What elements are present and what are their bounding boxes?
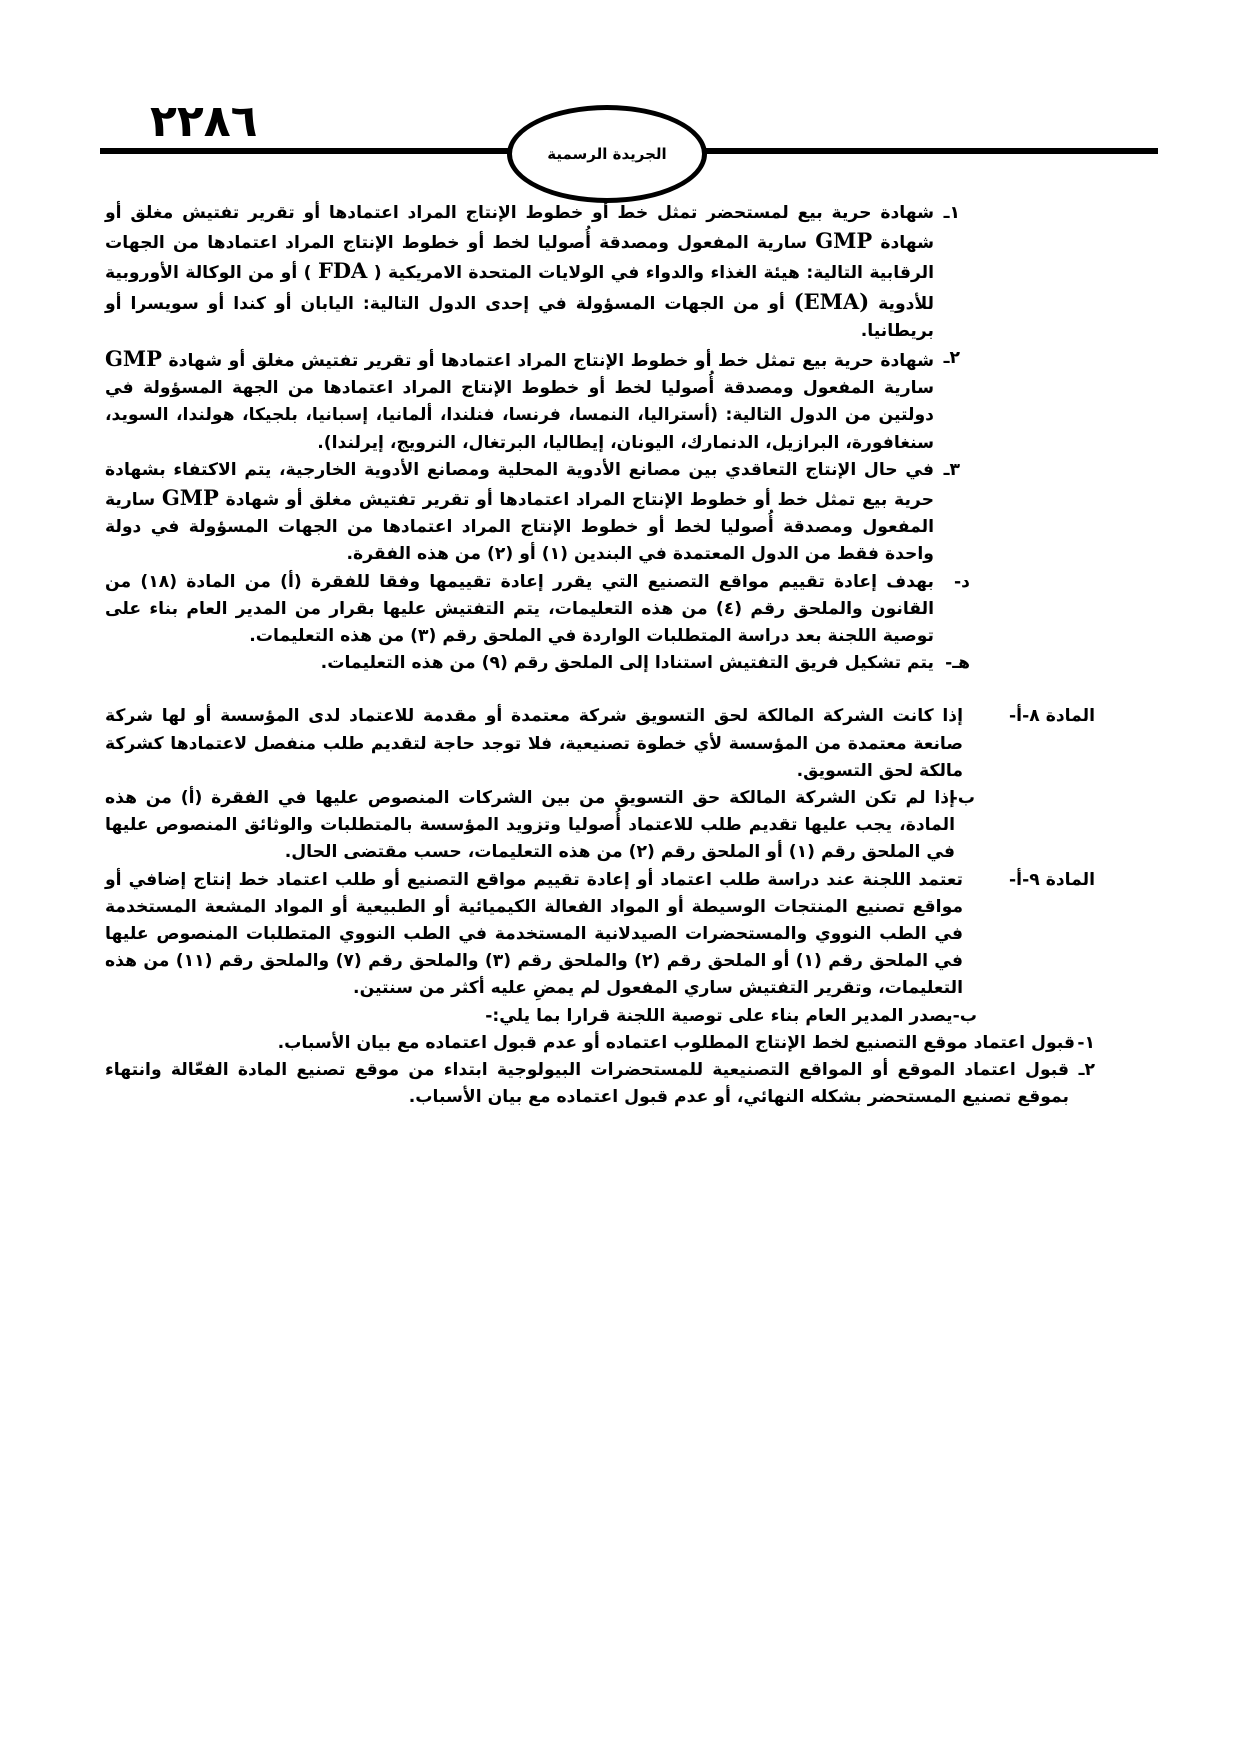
article-8-a <box>105 703 1095 785</box>
clause-text: بهدف إعادة تقييم مواقع التصنيع التي يقرر إعادة تقييمها وفقا للفقرة (أ) من المادة (١٨) من القانون والملحق رقم (٤) من هذه التعليمات، يتم التفتيش عليها بقرار من المدير العام بناء على توصية اللجنة بعد دراسة المتطلبات الواردة في الملحق رقم (٣) من هذه التعليمات. <box>105 571 934 647</box>
clause-marker: ١ـ <box>943 203 960 223</box>
text-run: شهادة حرية بيع لمستحضر تمثل خط أو خطوط الإنتاج المراد اعتمادها أو تقرير تفتيش مغلق أو شهادة <box>105 203 935 254</box>
article-heading: المادة ٩-أ- <box>1009 869 1095 890</box>
clause-c2 <box>105 345 960 457</box>
clause-marker: د- <box>954 571 970 592</box>
clause-c1 <box>105 200 960 345</box>
clause-marker: هـ- <box>945 653 970 674</box>
clause-text: إذا لم تكن الشركة المالكة حق التسويق من بين الشركات المنصوص عليها في الفقرة (أ) من هذه المادة، يجب عليها تقديم طلب للاعتماد أُصوليا وتزويد المؤسسة بالمتطلبات والوثائق المنصوص عليها في الملحق رقم (١) أو الملحق رقم (٢) من هذه التعليمات، حسب مقتضى الحال. <box>105 788 955 863</box>
text-run: سارية المفعول ومصدقة أُصوليا لخط أو خطوط الإنتاج المراد اعتمادها من الجهات الرقابية التالية: هيئة الغذاء والدواء في الولايات المتحدة الامريكية ( <box>105 233 934 284</box>
clause-c3 <box>105 457 960 569</box>
ema-term: (EMA) <box>793 288 870 314</box>
gmp-term: GMP <box>815 228 873 254</box>
clause-marker: ب- <box>952 1005 977 1026</box>
text-run: شهادة حرية بيع تمثل خط أو خطوط الإنتاج المراد اعتمادها أو تقرير تفتيش مغلق أو شهادة <box>161 351 934 372</box>
clause-text: قبول اعتماد موقع التصنيع لخط الإنتاج المطلوب اعتماده أو عدم قبول اعتماده مع بيان الأسباب. <box>277 1032 1075 1053</box>
clause-marker: ١- <box>1077 1032 1095 1053</box>
clause-text <box>105 457 934 569</box>
text-run: ) أو من الوكالة الأوروبية للأدوية <box>105 263 934 314</box>
header-rule-right <box>700 148 1158 154</box>
clause-marker: ٢ـ <box>943 348 960 369</box>
article-9-b2 <box>105 1057 1095 1111</box>
text-run: أو من الجهات المسؤولة في إحدى الدول التالية: اليابان أو كندا أو سويسرا أو بريطانيا. <box>105 293 934 341</box>
document-body <box>105 200 1095 1112</box>
clause-text: يتم تشكيل فريق التفتيش استنادا إلى الملحق رقم (٩) من هذه التعليمات. <box>320 653 934 674</box>
clause-d <box>105 569 970 651</box>
article-9-a <box>105 867 1095 1003</box>
page-number: ٢٢٨٦ <box>150 96 258 147</box>
clause-text: إذا كانت الشركة المالكة لحق التسويق شركة معتمدة أو مقدمة للاعتماد لدى المؤسسة أو لها شركة صانعة معتمدة من المؤسسة لأي خطوة تصنيعية، فلا توجد حاجة لتقديم طلب منفصل لاعتمادها كشركة مالكة لحق التسويق. <box>105 706 963 781</box>
clause-marker: ب- <box>950 788 975 809</box>
article-9-b1 <box>105 1030 1095 1057</box>
fda-term: FDA <box>317 258 368 284</box>
article-9 <box>105 867 1095 1112</box>
clause-marker: ٢ـ <box>1078 1060 1095 1081</box>
clause-text <box>105 200 934 345</box>
clause-text: تعتمد اللجنة عند دراسة طلب اعتماد أو إعادة تقييم مواقع التصنيع أو طلب اعتماد خط إنتاج إضافي أو مواقع تصنيع المنتجات الوسيطة أو المواد الفعالة الكيميائية أو الطبيعية أو المواد المشعة المستخدمة في الطب النووي والمستحضرات الصيدلانية المستخدمة في الطب النووي المتطلبات المنصوص عليها في الملحق رقم (١) أو الملحق رقم (٢) والملحق رقم (٣) والملحق رقم (٧) والملحق رقم (١١) من هذه التعليمات، وتقرير التفتيش ساري المفعول لم يمضِ عليه أكثر من سنتين. <box>105 869 963 999</box>
gmp-term: GMP <box>161 485 219 511</box>
clause-text: قبول اعتماد الموقع أو المواقع التصنيعية للمستحضرات البيولوجية ابتداء من موقع تصنيع المادة الفعّالة وانتهاء بموقع تصنيع المستحضر بشكله النهائي، أو عدم قبول اعتماده مع بيان الأسباب. <box>105 1060 1069 1108</box>
clause-text: يصدر المدير العام بناء على توصية اللجنة قرارا بما يلي:- <box>485 1005 953 1026</box>
masthead-title: الجريدة الرسمية <box>547 145 667 163</box>
article-8-b <box>105 785 975 867</box>
text-run: في حال الإنتاج التعاقدي بين مصانع الأدوية المحلية ومصانع الأدوية الخارجية، يتم الاكتفاء بشهادة حرية بيع تمثل خط أو خطوط الإنتاج المراد اعتمادها أو تقرير تفتيش مغلق أو شهادة <box>105 459 934 511</box>
clause-text <box>105 345 934 457</box>
clause-h <box>105 650 970 677</box>
text-run: سارية المفعول ومصدقة أُصوليا لخط أو خطوط الإنتاج المراد اعتمادها من الجهات المسؤولة في دولة واحدة فقط من الدول المعتمدة في البندين (١) أو (٢) من هذه الفقرة. <box>105 490 934 565</box>
header-rule-left <box>100 148 520 154</box>
text-run: سارية المفعول ومصدقة أُصوليا لخط أو خطوط الإنتاج المراد اعتمادها من الجهة المسؤولة في دولتين من الدول التالية: (أستراليا، النمسا، فرنسا، فنلندا، ألمانيا، إسبانيا، بلجيكا، هولندا، السويد، سنغافورة، البرازيل، الدنمارك، اليونان، إيطاليا، البرتغال، النرويج، إيرلندا). <box>105 378 934 453</box>
clause-marker: ٣ـ <box>943 459 960 480</box>
article-8 <box>105 703 1095 866</box>
article-heading: المادة ٨-أ- <box>1009 706 1095 727</box>
article-9-b <box>105 1003 977 1030</box>
gmp-term: GMP <box>105 346 162 372</box>
masthead-ellipse <box>507 105 707 203</box>
